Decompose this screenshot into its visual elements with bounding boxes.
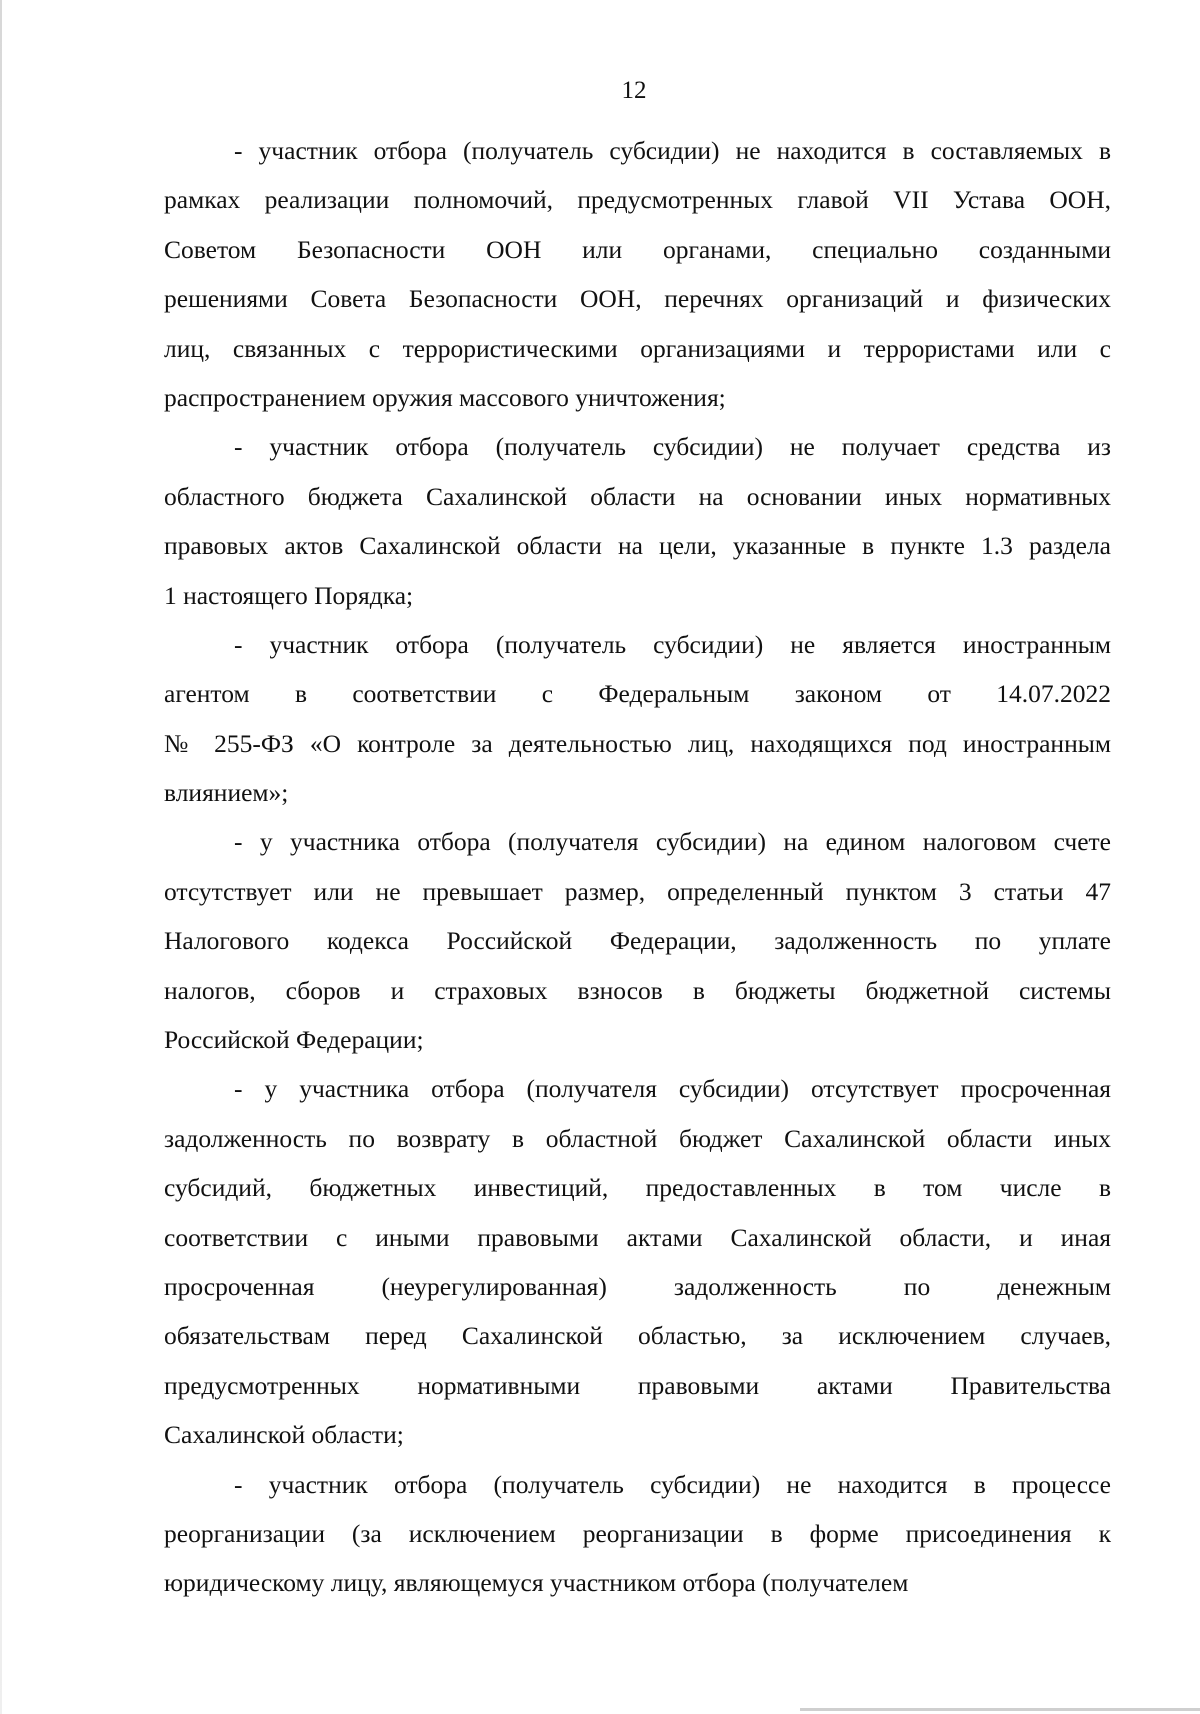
paragraph <box>164 1460 1111 1608</box>
paragraph-line: соответствии с иными правовыми актами Сахалинской области, и иная <box>164 1222 1111 1252</box>
paragraph-line: реорганизации (за исключением реорганизации в форме присоединения к <box>164 1518 1111 1548</box>
paragraph-line: Сахалинской области; <box>164 1420 404 1450</box>
paragraph <box>164 620 1111 818</box>
page-number: 12 <box>621 77 647 104</box>
paragraph-line: налогов, сборов и страховых взносов в бюджеты бюджетной системы <box>164 975 1111 1005</box>
paragraph-line: субсидий, бюджетных инвестиций, предоставленных в том числе в <box>164 1173 1111 1203</box>
scan-bottom-shadow <box>800 1708 1200 1711</box>
paragraph-line: задолженность по возврату в областной бюджет Сахалинской области иных <box>164 1123 1111 1153</box>
paragraph-first-line: - участник отбора (получатель субсидии) не является иностранным <box>234 629 1111 659</box>
paragraph <box>164 422 1111 620</box>
paragraph-first-line: - участник отбора (получатель субсидии) не находится в процессе <box>234 1469 1111 1499</box>
scan-edge-shadow <box>0 0 2 1714</box>
paragraph-first-line: - у участника отбора (получателя субсидии) на едином налоговом счете <box>234 827 1111 857</box>
paragraph-line: решениями Совета Безопасности ООН, перечнях организаций и физических <box>164 284 1111 314</box>
paragraph-line: лиц, связанных с террористическими организациями и террористами или с <box>164 333 1111 363</box>
paragraph-line: отсутствует или не превышает размер, определенный пунктом 3 статьи 47 <box>164 876 1111 906</box>
paragraph-line: Налогового кодекса Российской Федерации, задолженность по уплате <box>164 926 1111 956</box>
paragraph-line: предусмотренных нормативными правовыми актами Правительства <box>164 1370 1111 1400</box>
paragraph-line: 1 настоящего Порядка; <box>164 580 414 610</box>
paragraph <box>164 1064 1111 1459</box>
paragraph-line: агентом в соответствии с Федеральным законом от 14.07.2022 <box>164 679 1111 709</box>
paragraph-line: № 255-ФЗ «О контроле за деятельностью лиц, находящихся под иностранным <box>164 728 1111 758</box>
paragraph-line: областного бюджета Сахалинской области на основании иных нормативных <box>164 481 1111 511</box>
paragraph <box>164 817 1111 1064</box>
paragraph-line: влиянием»; <box>164 778 289 808</box>
paragraph <box>164 126 1111 422</box>
paragraph-line: рамках реализации полномочий, предусмотренных главой VII Устава ООН, <box>164 185 1111 215</box>
paragraph-line: юридическому лицу, являющемуся участником отбора (получателем <box>164 1568 909 1598</box>
document-body <box>164 126 1111 1608</box>
paragraph-first-line: - у участника отбора (получателя субсидии) отсутствует просроченная <box>234 1074 1111 1104</box>
paragraph-line: Советом Безопасности ООН или органами, специально созданными <box>164 234 1111 264</box>
paragraph-first-line: - участник отбора (получатель субсидии) не получает средства из <box>234 432 1111 462</box>
paragraph-line: Российской Федерации; <box>164 1025 424 1055</box>
paragraph-line: распространением оружия массового уничтожения; <box>164 382 726 412</box>
paragraph-line: просроченная (неурегулированная) задолженность по денежным <box>164 1271 1111 1301</box>
paragraph-line: правовых актов Сахалинской области на цели, указанные в пункте 1.3 раздела <box>164 531 1111 561</box>
paragraph-first-line: - участник отбора (получатель субсидии) не находится в составляемых в <box>234 136 1111 165</box>
paragraph-line: обязательствам перед Сахалинской областью, за исключением случаев, <box>164 1321 1111 1351</box>
